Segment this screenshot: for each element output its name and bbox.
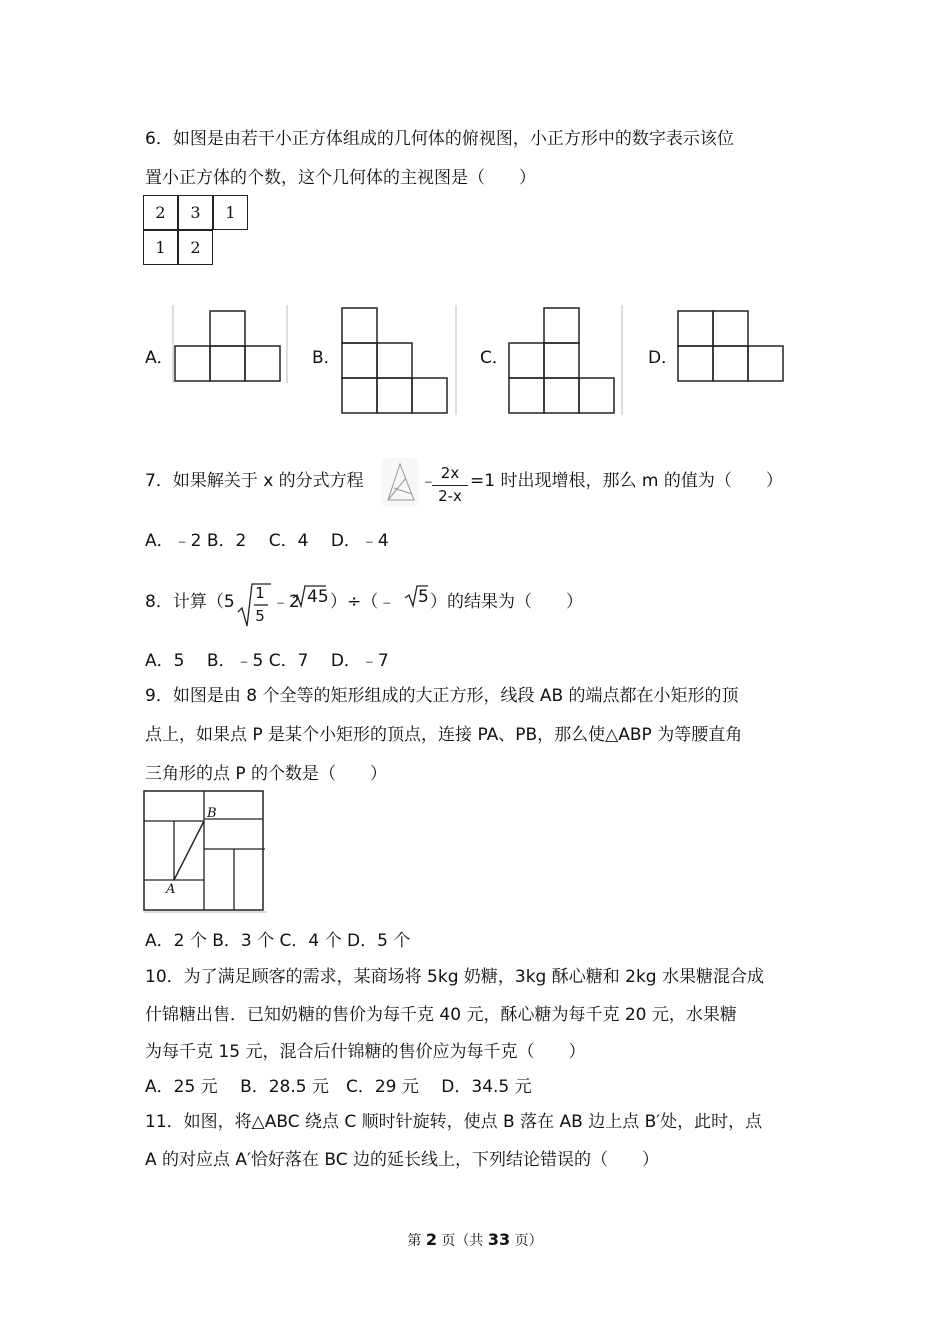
grid-cell: 3 [178,195,213,230]
q10-text-line1: 10．为了满足顾客的需求，某商场将 5kg 奶糖，3kg 酥心糖和 2kg 水果糖混合成 [145,967,765,987]
q8-mid2: ）÷（﹣ [330,592,396,612]
grid-cell: 1 [213,195,248,230]
q7-minus: ﹣ [420,471,437,491]
q9-point-b-label: B [207,806,217,821]
q8-mid: ﹣2 [272,592,300,612]
q7-embedded-image-icon [382,458,418,506]
q7-fraction-numerator: 2x [440,464,460,482]
q8-frac-den: 5 [255,607,265,625]
q9-text-line2: 点上，如果点 P 是某个小矩形的顶点，连接 PA、PB，那么使△ABP 为等腰直角 [145,725,743,745]
footer-mid: 页（共 [436,1233,488,1249]
q8-rad1-value: 45 [307,587,329,607]
q9-options: A．2 个 B．3 个 C．4 个 D．5 个 [145,931,411,951]
q6-choice-c-figure [505,305,625,417]
footer-pre: 第 [407,1233,426,1249]
q6-choice-c-label: C． [480,348,509,368]
q8-frac-num: 1 [255,584,265,602]
q10-text-line2: 什锦糖出售．已知奶糖的售价为每千克 40 元，酥心糖为每千克 20 元，水果糖 [145,1005,737,1025]
grid-cell: 2 [143,195,178,230]
q8-options: A．5 B．﹣5 C．7 D．﹣7 [145,651,389,671]
q9-rectangle-figure [140,788,270,916]
q6-text-line1: 6．如图是由若干小正方体组成的几何体的俯视图，小正方形中的数字表示该位 [145,129,734,149]
grid-cell: 2 [178,230,213,265]
q9-text-line1: 9．如图是由 8 个全等的矩形组成的大正方形，线段 AB 的端点都在小矩形的顶 [145,686,739,706]
q11-text-line2: A 的对应点 A′恰好落在 BC 边的延长线上，下列结论错误的（ ） [145,1150,659,1170]
q6-text-line2: 置小正方体的个数，这个几何体的主视图是（ ） [145,168,536,188]
q6-choice-d-label: D． [648,348,679,368]
q8-suffix: ）的结果为（ ） [430,592,583,612]
q6-choice-b-label: B． [312,348,341,368]
page-footer [0,1230,950,1250]
q7-fraction-denominator: 2-x [438,487,462,505]
q8-prefix: 8．计算（5 [145,592,235,612]
q9-point-a-label: A [166,882,176,897]
q6-choice-a-figure [170,305,290,385]
footer-page-number: 2 [425,1230,437,1249]
grid-cell: 1 [143,230,178,265]
q9-text-line3: 三角形的点 P 的个数是（ ） [145,764,388,784]
q11-text-line1: 11．如图，将△ABC 绕点 C 顺时针旋转，使点 B 落在 AB 边上点 B′处，此时，点 [145,1112,763,1132]
q7-prefix: 7．如果解关于 x 的分式方程 [145,471,364,491]
q8-rad2-value: 5 [418,587,429,607]
q7-fraction-bar [432,485,468,486]
q6-choice-a-label: A． [145,348,174,368]
q7-suffix: =1 时出现增根，那么 m 的值为（ ） [470,471,783,491]
q6-choice-b-figure [338,305,458,417]
footer-total-pages: 33 [487,1230,511,1249]
q7-options: A．﹣2 B．2 C．4 D．﹣4 [145,531,389,551]
q10-options: A．25 元 B．28.5 元 C．29 元 D．34.5 元 [145,1077,532,1097]
q6-choice-d-figure [674,305,794,385]
footer-post: 页） [510,1233,543,1249]
q10-text-line3: 为每千克 15 元，混合后什锦糖的售价应为每千克（ ） [145,1042,586,1062]
